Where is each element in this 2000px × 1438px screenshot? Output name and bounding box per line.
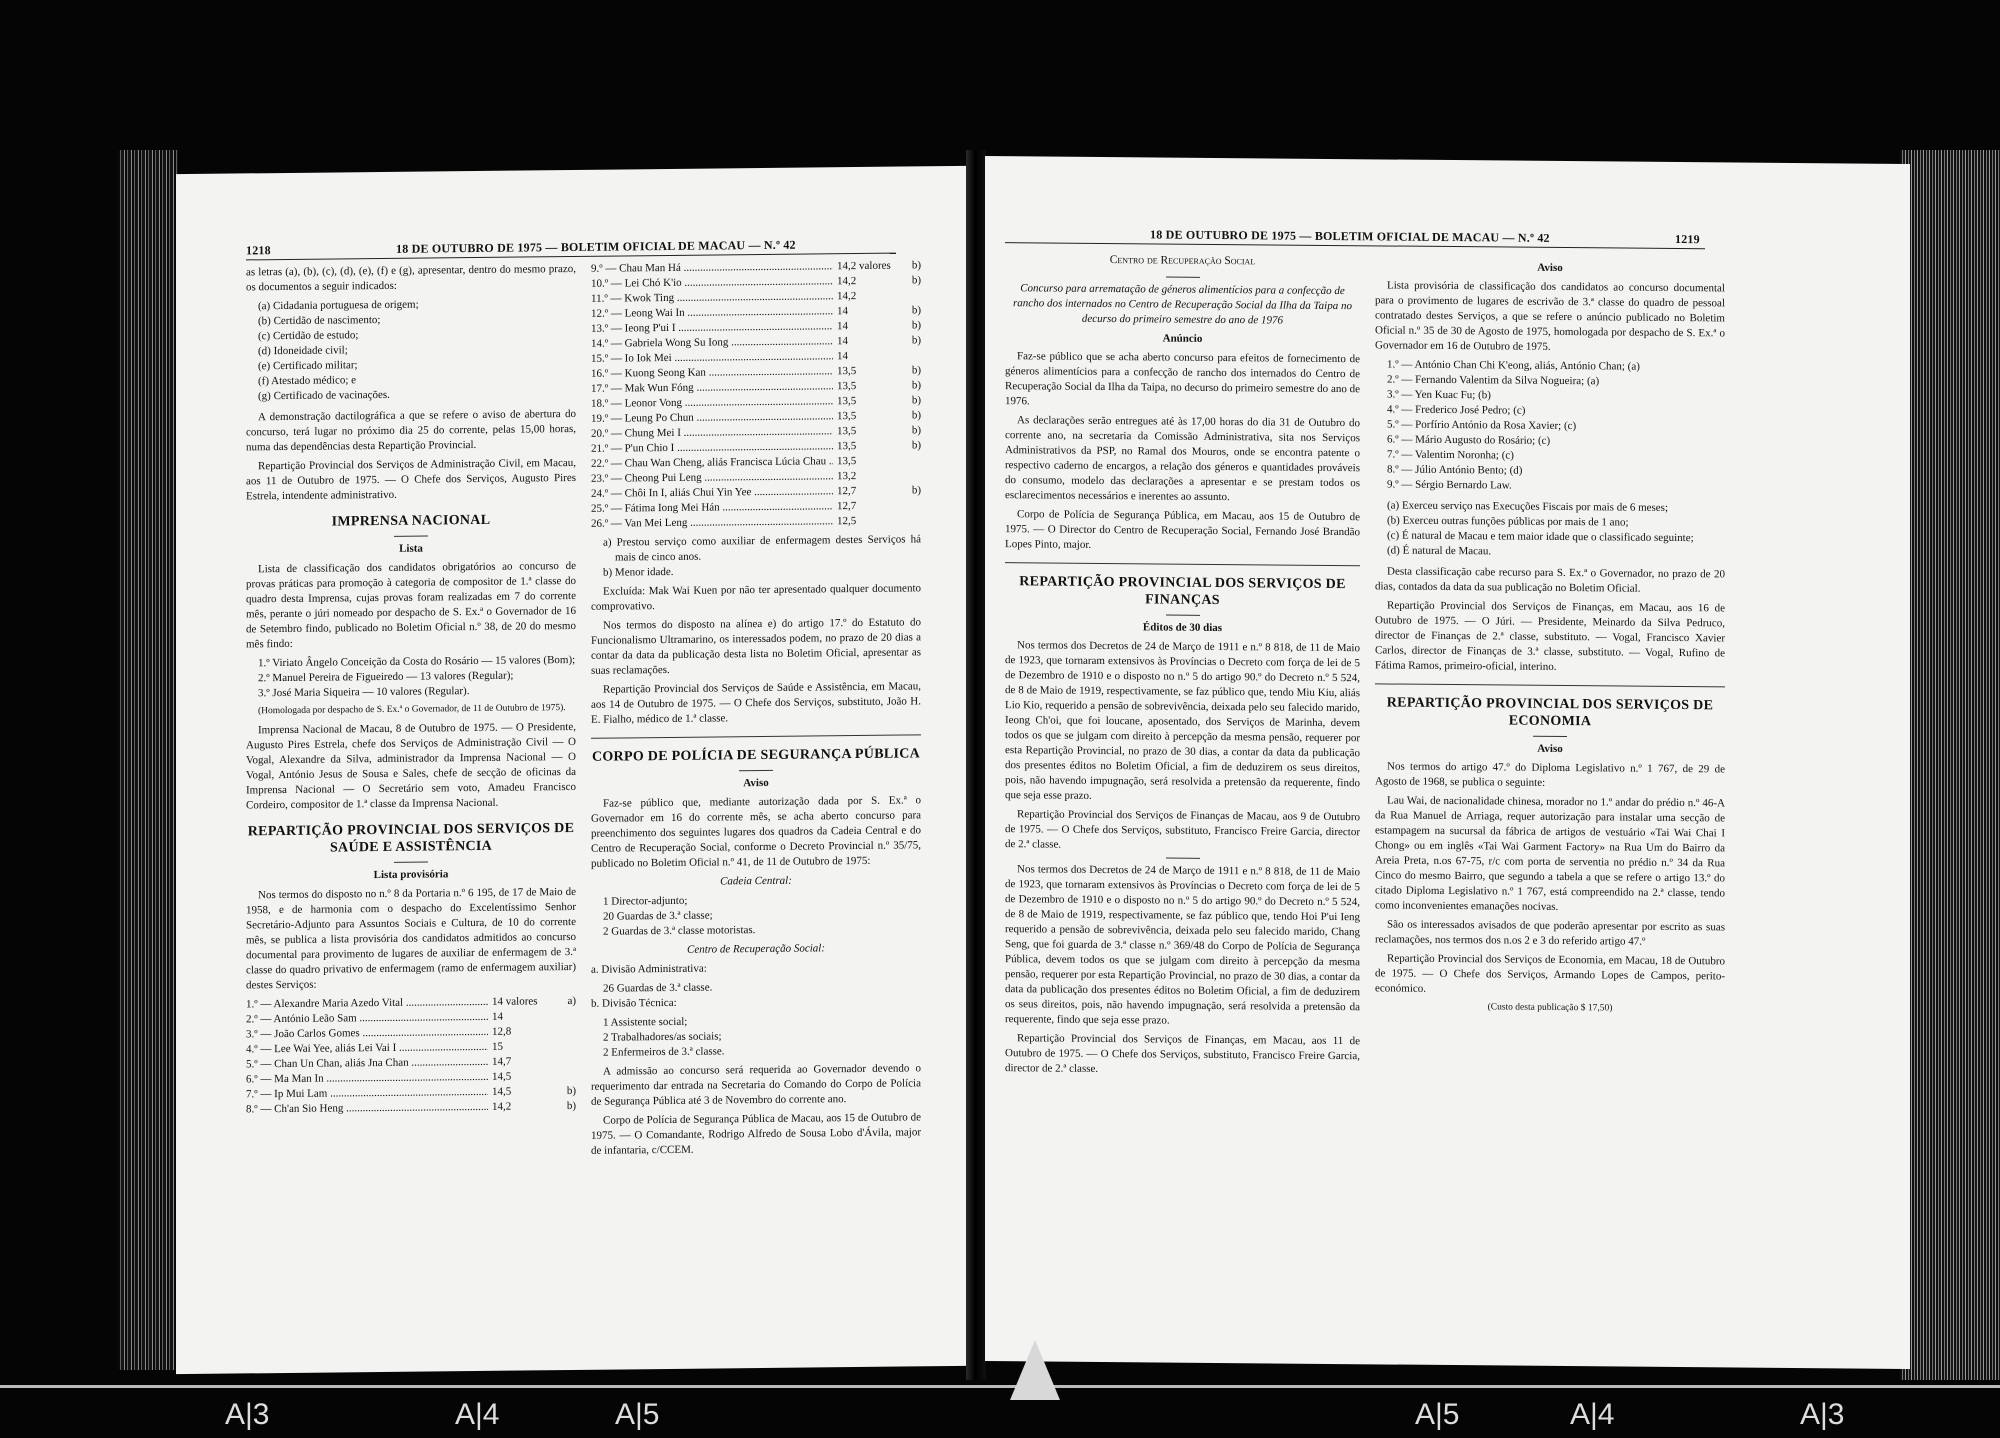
list-item: 9.º — Sérgio Bernardo Law. bbox=[1387, 478, 1512, 492]
candidate-note: b) bbox=[911, 379, 921, 392]
divider bbox=[1533, 736, 1567, 737]
section-heading: REPARTIÇÃO PROVINCIAL DOS SERVIÇOS DE FINANÇAS bbox=[1019, 574, 1346, 609]
candidate-note: b) bbox=[911, 439, 921, 452]
candidate-score: 12,7 bbox=[837, 485, 857, 498]
positions-list bbox=[591, 891, 921, 939]
paragraph: Faz-se público que se acha aberto concurso para efeitos de fornecimento de géneros alimentícios para a confecção de rancho dos internados do Centro de Recuperação Social da Ilha da Taipa, no decurso do primeiro semestre do ano de 1976. bbox=[1005, 350, 1360, 408]
notes-list bbox=[1375, 498, 1725, 561]
section-heading: IMPRENSA NACIONAL bbox=[331, 512, 491, 530]
divider bbox=[1166, 615, 1200, 616]
candidate-score: 13,5 bbox=[837, 410, 857, 423]
subheading: Lista provisória bbox=[373, 868, 449, 882]
film-label: A|5 bbox=[1415, 1398, 1460, 1431]
candidate-name: 21.º — P'un Chio I ..... bbox=[591, 439, 833, 457]
list-item: (d) Idoneidade civil; bbox=[258, 344, 348, 358]
paragraph: Lau Wai, de nacionalidade chinesa, morador no 1.º andar do prédio n.º 46-A da Rua Manuel de Arriaga, requer autorização para instalar uma secção de estampagem na sucursal da fábrica de artigos de vestuário «Tai Wai Chai I Chong» ou em inglês «Tai Wai Garment Factory» na Rua Um do Bairro da Areia Preta, n.os 67-75, r/c com porta de serventia no prédio n.º 34 da Rua Cinco do mesmo Bairro, que segundo a tabela a que se refere o artigo 13.º do citado Diploma Legislativo n.º 1 767, está compreendido na 2.ª classe, tendo como inconvenientes emanações nocivas. bbox=[1375, 794, 1725, 913]
document-list bbox=[246, 296, 576, 404]
candidate-note bbox=[550, 1009, 576, 1024]
section-heading: REPARTIÇÃO PROVINCIAL DOS SERVIÇOS DE SAÚDE E ASSISTÊNCIA bbox=[247, 820, 575, 856]
candidate-note: b) bbox=[566, 1099, 576, 1113]
list-item: (f) Atestado médico; e bbox=[258, 374, 357, 388]
paragraph: Lista de classificação dos candidatos obrigatórios ao concurso de provas práticas para promoção à categoria de compositor de 1.ª classe do quadro desta Imprensa, cujas provas foram realizadas em 7 do corrente mês, perante o júri nomeado por despacho de S. Ex.ª o Governador de 16 de Setembro findo, publicado no Boletim Oficial n.º 38, de 20 do mesmo mês findo: bbox=[246, 559, 576, 651]
paragraph: As declarações serão entregues até às 17,00 horas do dia 31 de Outubro do corrente ano, na secretaria da Comissão Administrativa, sita nos Serviços Administrativos da PSP, no Ramal dos Mouros, onde se encontra patente o respectivo caderno de encargos, a relação dos géneros e quantidades prováveis do consumo, modelo das declarações a apresentar e se prestam todos os esclarecimentos necessários e inerentes ao assunto. bbox=[1005, 414, 1360, 504]
candidate-name: 20.º — Chung Mei I ..... bbox=[591, 424, 833, 442]
candidate-note: a) bbox=[567, 994, 576, 1008]
list-item: 1 Assistente social; bbox=[603, 1015, 688, 1029]
list-item: (a) Cidadania portuguesa de origem; bbox=[258, 298, 419, 313]
list-item: 1 Director-adjunto; bbox=[603, 894, 688, 908]
left-page bbox=[176, 166, 966, 1374]
list-item: 8.º — Júlio António Bento; (d) bbox=[1387, 463, 1523, 477]
candidate-score: 13,5 bbox=[837, 440, 857, 453]
candidate-score: 14 bbox=[837, 320, 848, 333]
right-column-1 bbox=[1005, 252, 1360, 1083]
candidate-note: b) bbox=[911, 424, 921, 437]
page-header: 18 DE OUTUBRO DE 1975 — BOLETIM OFICIAL DE MACAU — N.º 42 bbox=[396, 237, 796, 256]
candidate-note bbox=[895, 288, 921, 303]
candidate-note bbox=[550, 1039, 576, 1054]
subheading: Anúncio bbox=[1162, 332, 1203, 345]
candidate-name: 11.º — Kwok Ting ..... bbox=[591, 289, 833, 307]
candidate-name: 1.º — Alexandre Maria Azedo Vital ..... bbox=[246, 995, 488, 1013]
candidate-name: 14.º — Gabriela Wong Su Iong ..... bbox=[591, 334, 833, 352]
paragraph: Nos termos do disposto no n.º 8 da Portaria n.º 6 195, de 17 de Maio de 1958, e de harmonia com o despacho do Excelentíssimo Senhor Secretário-Adjunto para Assuntos Sociais e Cultura, de 10 do corrente mês, se publica a lista provisória dos candidatos admitidos ao concurso documental para provimento de lugares de auxiliar de enfermagem de 3.ª classe do quadro privativo de enfermagem (ramo de enfermagem auxiliar) destes Serviços: bbox=[246, 885, 576, 992]
paragraph: Nos termos dos Decretos de 24 de Março de 1911 e n.º 8 818, de 11 de Maio de 1923, que tornaram extensivos às Províncias o Decreto com força de lei de 5 de Dezembro de 1910 e o disposto no n.º 5 do artigo 90.º do Decreto n.º 5 524, de 8 de Maio de 1919, respectivamente, se faz público que, tendo Hoi P'ui Ieng requerido a pensão de sobrevivência, deixada pelo seu falecido marido, Chang Seng, que foi guarda de 3.ª classe n.º 369/48 do Corpo de Polícia de Segurança Pública, devem todos os que se julgam com direito à percepção da mesma pensão, requerer por esta Repartição Provincial, no prazo de 30 dias, a contar da data da publicação dos presentes éditos no Boletim Oficial, a fim de deduzirem os seus direitos, pois, não havendo impugnação, será resolvida a pretensão da requerente, findo que seja esse prazo. bbox=[1005, 863, 1360, 1027]
candidate-score: 15 bbox=[492, 1040, 503, 1053]
paragraph: Repartição Provincial dos Serviços de Finanças, em Macau, aos 11 de Outubro de 1975. — O Chefe dos Serviços, substituto, Francisco Freire Garcia, director de 2.ª classe. bbox=[1005, 1032, 1360, 1075]
divider bbox=[394, 535, 428, 536]
right-page bbox=[985, 156, 1910, 1369]
concurso-title: Concurso para arrematação de géneros alimentícios para a confecção de rancho dos internados no Centro de Recuperação Social da Ilha da Taipa no decurso do primeiro semestre do ano de 1976 bbox=[1013, 282, 1352, 327]
list-item: b) Menor idade. bbox=[603, 565, 674, 579]
list-item: 4.º — Frederico José Pedro; (c) bbox=[1387, 403, 1526, 417]
division-label: a. Divisão Administrativa: bbox=[591, 962, 707, 976]
candidate-note: b) bbox=[566, 1084, 576, 1098]
candidate-score: 14,2 bbox=[492, 1100, 512, 1113]
paragraph: Nos termos do artigo 47.º do Diploma Legislativo n.º 1 767, de 29 de Agosto de 1968, se publica o seguinte: bbox=[1375, 760, 1725, 789]
candidate-score: 14,5 bbox=[492, 1085, 512, 1098]
candidate-name: 2.º — António Leão Sam ..... bbox=[246, 1010, 488, 1028]
candidate-score: 13,5 bbox=[837, 395, 857, 408]
candidate-name: 26.º — Van Mei Leng ..... bbox=[591, 514, 833, 532]
candidate-name: 8.º — Ch'an Sio Heng ..... bbox=[246, 1100, 488, 1118]
divider bbox=[1166, 277, 1200, 278]
paragraph: Repartição Provincial dos Serviços de Administração Civil, em Macau, aos 11 de Outubro de 1975. — O Chefe dos Serviços, Augusto Pires Estrela, intendente administrativo. bbox=[246, 456, 576, 503]
book-spine bbox=[966, 150, 986, 1380]
list-title: Cadeia Central: bbox=[720, 874, 792, 888]
paragraph: A demonstração dactilográfica a que se refere o aviso de abertura do concurso, terá lugar no próximo dia 25 do corrente, pelas 15,00 horas, numa das dependências desta Repartição Provincial. bbox=[246, 407, 576, 454]
candidate-note: b) bbox=[911, 409, 921, 422]
paragraph: A admissão ao concurso será requerida ao Governador devendo o requerimento dar entrada na Secretaria do Comando do Corpo de Polícia de Segurança Pública até 3 de Novembro do corrente ano. bbox=[591, 1062, 921, 1108]
candidate-name: 18.º — Leonor Vong ..... bbox=[591, 394, 833, 412]
list-item: 6.º — Mário Augusto do Rosário; (c) bbox=[1387, 433, 1551, 447]
subheading: Aviso bbox=[1537, 742, 1563, 756]
candidate-score: 14,2 bbox=[837, 290, 857, 303]
list-item: 3.º José Maria Siqueira — 10 valores (Regular). bbox=[258, 685, 470, 700]
candidate-note: b) bbox=[911, 364, 921, 377]
positions-list bbox=[591, 1012, 921, 1060]
candidate-note bbox=[550, 1054, 576, 1069]
list-item: 2 Guardas de 3.ª classe motoristas. bbox=[603, 924, 756, 938]
candidate-name: 23.º — Cheong Pui Leng ..... bbox=[591, 469, 833, 487]
candidate-name: 10.º — Lei Chó K'io ..... bbox=[591, 274, 833, 292]
candidate-score: 14,2 valores bbox=[837, 259, 891, 273]
candidate-note: b) bbox=[911, 274, 921, 287]
paragraph: São os interessados avisados de que poderão apresentar por escrito as suas reclamações, nos termos dos n.os 2 e 3 do referido artigo 47.º bbox=[1375, 918, 1725, 948]
paragraph: Faz-se público que, mediante autorização dada por S. Ex.ª o Governador em 16 do corrente mês, se acha aberto concurso para preenchimento dos seguintes lugares dos quadros da Cadeia Central e do Centro de Recuperação Social, conforme o Decreto Provincial n.º 35/75, publicado no Boletim Oficial n.º 41, de 11 de Outubro de 1975: bbox=[591, 794, 921, 870]
candidate-name: 5.º — Chan Un Chan, aliás Jna Chan ..... bbox=[246, 1055, 488, 1073]
candidate-note bbox=[895, 453, 921, 468]
left-column-2 bbox=[591, 258, 921, 1162]
section-heading: CORPO DE POLÍCIA DE SEGURANÇA PÚBLICA bbox=[591, 746, 921, 765]
candidate-name: 19.º — Leung Po Chun ..... bbox=[591, 409, 833, 427]
candidate-score: 13,5 bbox=[837, 380, 857, 393]
list-item: 26 Guardas de 3.ª classe. bbox=[603, 981, 713, 995]
list-item: 5.º — Porfírio António da Rosa Xavier; (c) bbox=[1387, 418, 1577, 433]
candidate-score: 14 bbox=[492, 1010, 503, 1023]
list-item: (c) É natural de Macau e tem maior idade que o classificado seguinte; bbox=[1387, 529, 1694, 545]
divider bbox=[1375, 683, 1725, 687]
film-notch bbox=[1010, 1340, 1060, 1400]
list-item: (b) Certidão de nascimento; bbox=[258, 313, 381, 328]
candidate-score: 12,7 bbox=[837, 500, 857, 513]
candidate-note bbox=[895, 348, 921, 363]
candidate-score: 14,2 bbox=[837, 275, 857, 288]
list-item: 2 Trabalhadores/as sociais; bbox=[603, 1030, 722, 1044]
paragraph: Lista provisória de classificação dos candidatos ao concurso documental para o provimento de lugares de escrivão de 3.ª classe do quadro de pessoal contratado destes Serviços, a que se refere o anúncio publicado no Boletim Oficial n.º 35 de 30 de Agosto de 1975, homologada por despacho de S. Ex.ª o Governador em 16 de Outubro de 1975. bbox=[1375, 279, 1725, 353]
candidate-note: b) bbox=[911, 319, 921, 332]
candidate-note bbox=[895, 498, 921, 513]
list-item: 3.º — Yen Kuac Fu; (b) bbox=[1387, 388, 1491, 402]
homologation-note: (Homologada por despacho de S. Ex.ª o Governador, de 11 de Outubro de 1975). bbox=[258, 703, 566, 717]
page-header: 18 DE OUTUBRO DE 1975 — BOLETIM OFICIAL DE MACAU — N.º 42 bbox=[1150, 227, 1550, 245]
list-item: (b) Exerceu outras funções públicas por mais de 1 ano; bbox=[1387, 514, 1629, 529]
list-item: 20 Guardas de 3.ª classe; bbox=[603, 909, 713, 923]
list-item: (d) É natural de Macau. bbox=[1387, 544, 1492, 558]
candidate-score: 12,8 bbox=[492, 1025, 512, 1038]
subheading: Aviso bbox=[743, 776, 769, 790]
list-title: Centro de Recuperação Social: bbox=[687, 942, 825, 956]
film-strip bbox=[0, 1385, 2000, 1388]
candidate-score: 14,5 bbox=[492, 1070, 512, 1083]
candidate-name: 15.º — Io Iok Mei ..... bbox=[591, 349, 833, 367]
left-column-1 bbox=[246, 262, 576, 1117]
paragraph: Nos termos dos Decretos de 24 de Março de 1911 e n.º 8 818, de 11 de Maio de 1923, que tornaram extensivos às Províncias o Decreto com força de lei de 5 de Dezembro de 1910 e o disposto no n.º 5 do artigo 90.º do Decreto n.º 5 524, de 8 de Maio de 1919, respectivamente, se faz público que, tendo Miu Kiu, aliás Lio Kio, requerido a pensão de sobrevivência, deixada pelo seu falecido marido, Ieong Ch'oi, que foi loucane, aposentado, dos Serviços de Marinha, devem todos os que se julgam com direito à percepção da mesma pensão, requerer por esta Repartição Provincial, no prazo de 30 dias, a contar da data da publicação dos presentes éditos no Boletim Oficial, a fim de deduzirem os seus direitos, pois, não havendo impugnação, será resolvida a pretensão da requerente, findo que seja esse prazo. bbox=[1005, 639, 1360, 802]
paragraph: Nos termos do disposto na alínea e) do artigo 17.º do Estatuto do Funcionalismo Ultramarino, os interessados podem, no prazo de 20 dias a contar da data da publicação desta lista no Boletim Oficial, apresentar as suas reclamações. bbox=[591, 616, 921, 677]
candidate-note bbox=[550, 1069, 576, 1084]
divider bbox=[394, 861, 428, 862]
list-item: 1.º Viriato Ângelo Conceição da Costa do Rosário — 15 valores (Bom); bbox=[258, 653, 576, 670]
paragraph: Desta classificação cabe recurso para S. Ex.ª o Governador, no prazo de 20 dias, contados da data da sua publicação no Boletim Oficial. bbox=[1375, 565, 1725, 595]
candidate-name: 4.º — Lee Wai Yee, aliás Lei Vai I ..... bbox=[246, 1040, 488, 1058]
candidate-score: 14 valores bbox=[492, 995, 538, 1008]
candidate-note bbox=[895, 468, 921, 483]
candidate-note bbox=[550, 1024, 576, 1039]
candidate-note: b) bbox=[911, 484, 921, 497]
paragraph: Imprensa Nacional de Macau, 8 de Outubro de 1975. — O Presidente, Augusto Pires Estrela, chefe dos Serviços de Administração Civil — O Vogal, Alexandre da Silva, administrador da Imprensa Nacional — O Vogal, António Jesus de Sousa e Sales, chefe de secção de oficinas da Imprensa Nacional — O Secretário sem voto, Amadeu Francisco Cordeiro, compositor de 1.ª classe da Imprensa Nacional. bbox=[246, 720, 576, 812]
film-label: A|5 bbox=[615, 1398, 660, 1431]
candidate-note: b) bbox=[911, 304, 921, 317]
publication-cost: (Custo desta publicação $ 17,50) bbox=[1487, 1002, 1613, 1014]
candidate-score: 12,5 bbox=[837, 515, 857, 528]
candidate-score: 14 bbox=[837, 335, 848, 348]
candidate-note: b) bbox=[911, 334, 921, 347]
candidate-name: 16.º — Kuong Seong Kan ..... bbox=[591, 364, 833, 382]
divider bbox=[1005, 562, 1360, 566]
paragraph: as letras (a), (b), (c), (d), (e), (f) e (g), apresentar, dentro do mesmo prazo, os documentos a seguir indicados: bbox=[246, 262, 576, 294]
candidate-name: 22.º — Chau Wan Cheng, aliás Francisca Lúcia Chau ..... bbox=[591, 454, 833, 472]
candidate-name: 3.º — João Carlos Gomes ..... bbox=[246, 1025, 488, 1043]
candidate-name: 9.º — Chau Man Há ..... bbox=[591, 259, 833, 277]
candidate-name: 24.º — Chôi In I, aliás Chui Yin Yee ..... bbox=[591, 484, 833, 502]
candidate-score: 13,2 bbox=[837, 470, 857, 483]
candidate-name: 13.º — Ieong P'ui I ..... bbox=[591, 319, 833, 337]
ranking-list bbox=[246, 653, 576, 701]
subheading: Aviso bbox=[1537, 261, 1563, 275]
divider bbox=[739, 770, 773, 771]
paragraph: Repartição Provincial dos Serviços de Finanças de Macau, aos 9 de Outubro de 1975. — O Chefe dos Serviços, substituto, Francisco Freire Garcia, director de 2.ª classe. bbox=[1005, 808, 1360, 851]
candidate-note bbox=[895, 513, 921, 528]
page-number: 1218 bbox=[246, 243, 271, 258]
paragraph: Corpo de Polícia de Segurança Pública, em Macau, aos 15 de Outubro de 1975. — O Director do Centro de Recuperação Social, Fernando José Brandão Lopes Pinto, major. bbox=[1005, 508, 1360, 551]
candidate-score: 14 bbox=[837, 305, 848, 318]
candidate-name: 6.º — Ma Man In ..... bbox=[246, 1070, 488, 1088]
candidate-list bbox=[246, 994, 576, 1117]
division-label: b. Divisão Técnica: bbox=[591, 996, 677, 1010]
list-item: (c) Certidão de estudo; bbox=[258, 329, 359, 343]
list-item: 2.º — Fernando Valentim da Silva Nogueira; (a) bbox=[1387, 373, 1600, 388]
notes-list bbox=[591, 532, 921, 580]
subheading: Éditos de 30 dias bbox=[1142, 621, 1223, 635]
list-item: (g) Certificado de vacinações. bbox=[258, 388, 390, 403]
candidate-name: 7.º — Ip Mui Lam ..... bbox=[246, 1085, 488, 1103]
candidate-name: 25.º — Fátima Iong Mei Hán ..... bbox=[591, 499, 833, 517]
film-label: A|3 bbox=[225, 1398, 270, 1431]
candidate-note: b) bbox=[911, 259, 921, 272]
candidate-score: 14 bbox=[837, 350, 848, 363]
candidate-name: 17.º — Mak Wun Fóng ..... bbox=[591, 379, 833, 397]
list-item: 2.º Manuel Pereira de Figueiredo — 13 valores (Regular); bbox=[258, 669, 514, 685]
list-item: 1.º — António Chan Chi K'eong, aliás, António Chan; (a) bbox=[1387, 358, 1640, 373]
film-label: A|4 bbox=[455, 1398, 500, 1431]
right-column-2 bbox=[1375, 255, 1725, 1019]
candidate-score: 13,5 bbox=[837, 455, 857, 468]
divider bbox=[591, 734, 921, 738]
candidate-note: b) bbox=[911, 394, 921, 407]
candidate-row bbox=[591, 513, 921, 531]
subheading: Lista bbox=[399, 542, 423, 555]
paragraph: Repartição Provincial dos Serviços de Saúde e Assistência, em Macau, aos 14 de Outubro de 1975. — O Chefe dos Serviços, substituto, João H. E. Fialho, médico de 1.ª classe. bbox=[591, 680, 921, 726]
candidate-list bbox=[591, 258, 921, 531]
paragraph: Excluída: Mak Wai Kuen por não ter apresentado qualquer documento comprovativo. bbox=[591, 582, 921, 613]
ranking-list bbox=[1375, 357, 1725, 495]
candidate-score: 14,7 bbox=[492, 1055, 512, 1068]
page-number: 1219 bbox=[1675, 231, 1700, 247]
divider bbox=[1166, 858, 1200, 859]
paragraph: Repartição Provincial dos Serviços de Economia, em Macau, 18 de Outubro de 1975. — O Chefe dos Serviços, Armando Lopes de Campos, perito-económico. bbox=[1375, 952, 1725, 995]
right-page-edge bbox=[1900, 150, 2000, 1380]
left-page-edge bbox=[118, 150, 178, 1370]
list-item: a) Prestou serviço como auxiliar de enfermagem destes Serviços há mais de cinco anos. bbox=[603, 533, 921, 564]
candidate-row bbox=[246, 1099, 576, 1117]
section-heading: REPARTIÇÃO PROVINCIAL DOS SERVIÇOS DE ECONOMIA bbox=[1386, 695, 1714, 730]
list-item: (e) Certificado militar; bbox=[258, 359, 358, 373]
candidate-score: 13,5 bbox=[837, 425, 857, 438]
candidate-score: 13,5 bbox=[837, 365, 857, 378]
list-item: (a) Exerceu serviço nas Execuções Fiscais por mais de 6 meses; bbox=[1387, 499, 1669, 514]
film-label: A|4 bbox=[1570, 1398, 1615, 1431]
paragraph: Repartição Provincial dos Serviços de Finanças, em Macau, aos 16 de Outubro de 1975. — O Júri. — Presidente, Meinardo da Silva Pedruco, director de Finanças de 2.ª classe, substituto. — Vogal, Francisco Xavier Carlos, director de Finanças de 3.ª classe, substituto. — Vogal, Rufino de Fátima Ramos, primeiro-oficial, interino. bbox=[1375, 599, 1725, 673]
list-item: 2 Enfermeiros de 3.ª classe. bbox=[603, 1045, 725, 1059]
paragraph: Corpo de Polícia de Segurança Pública de Macau, aos 15 de Outubro de 1975. — O Comandante, Rodrigo Alfredo de Sousa Lobo d'Ávila, major de infantaria, c/CCEM. bbox=[591, 1111, 921, 1157]
film-label: A|3 bbox=[1800, 1398, 1845, 1431]
candidate-name: 12.º — Leong Wai In ..... bbox=[591, 304, 833, 322]
section-heading: Centro de Recuperação Social bbox=[1109, 254, 1256, 268]
list-item: 7.º — Valentim Noronha; (c) bbox=[1387, 448, 1514, 462]
